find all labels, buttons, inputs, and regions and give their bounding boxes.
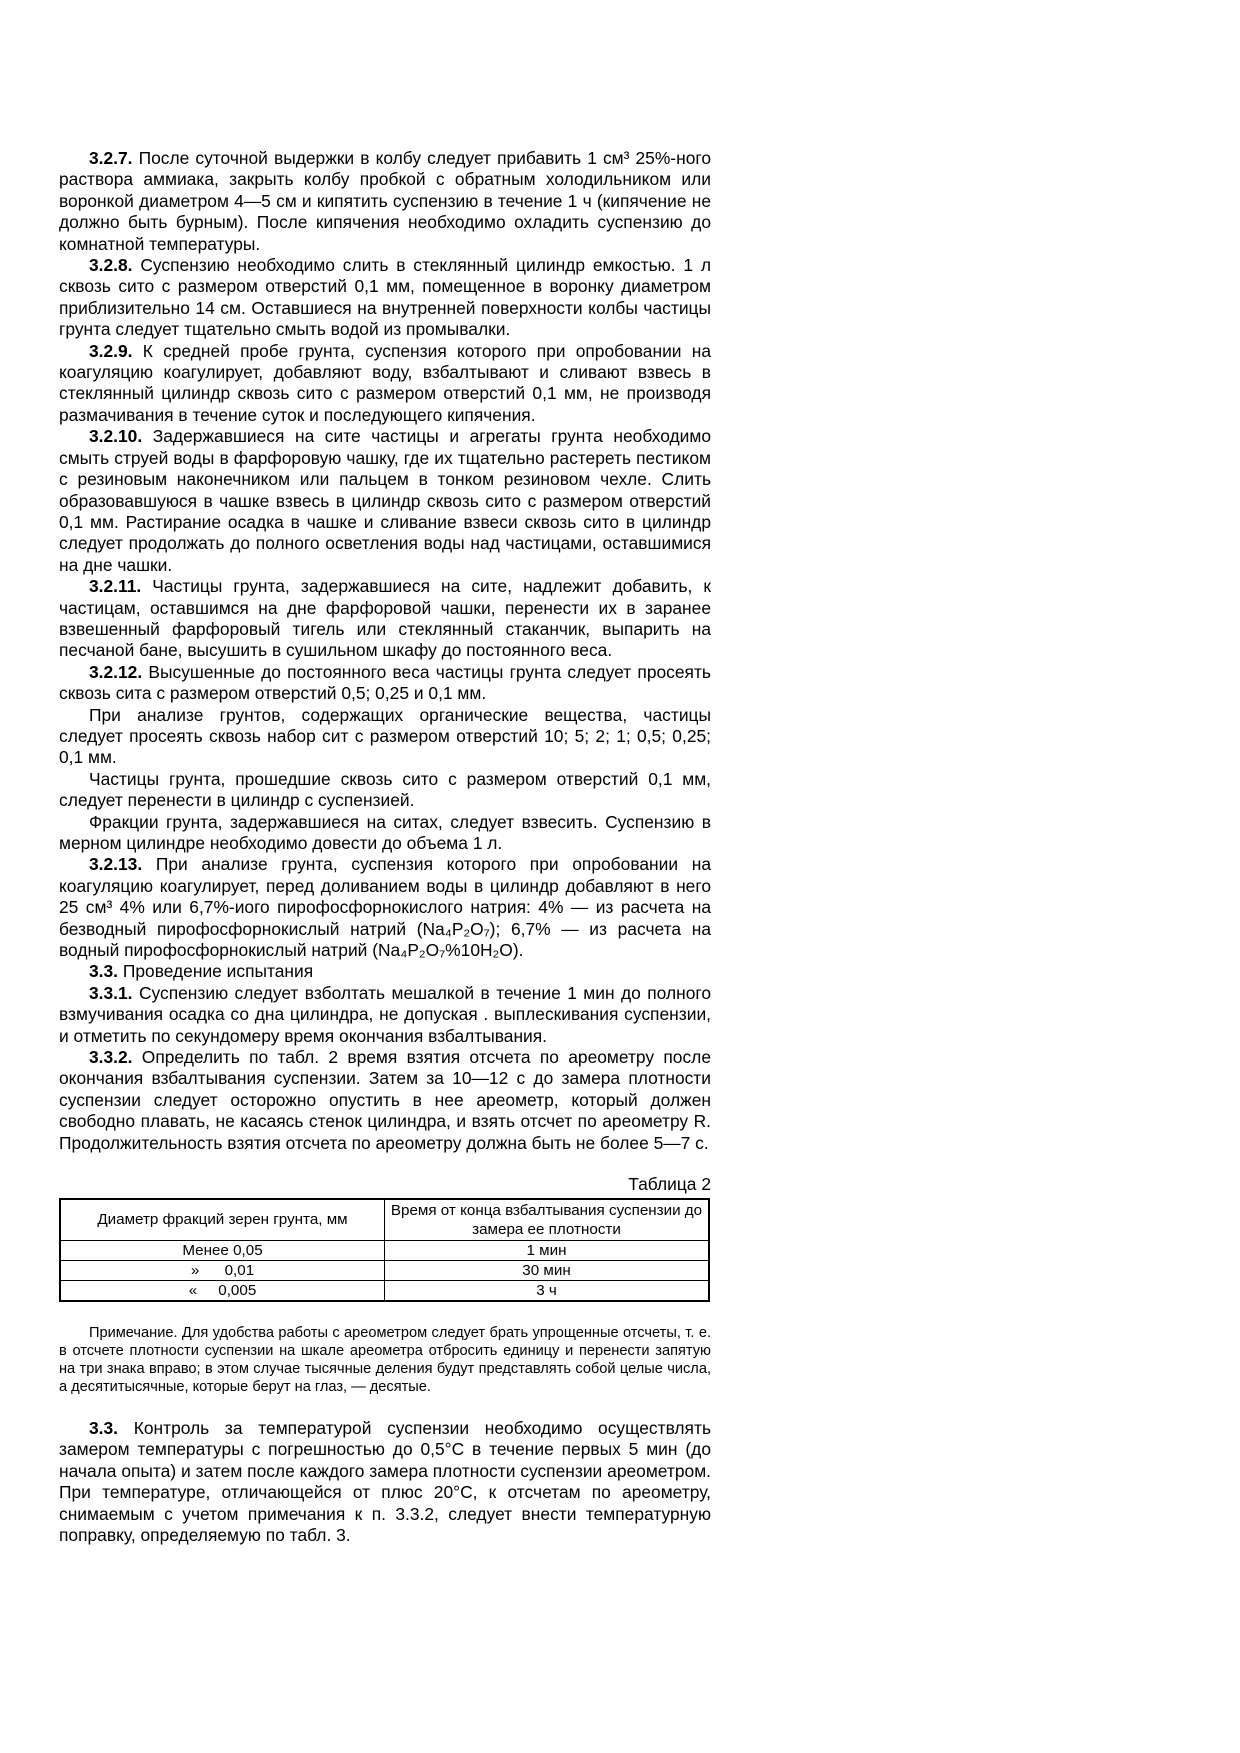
paragraph-text: При анализе грунтов, содержащих органические вещества, частицы следует просеять сквозь набор сит с размером отверстий 10; 5; 2; 1; 0,5; 0,25; 0,1 мм.: [59, 704, 711, 768]
paragraph-3-2-13: [59, 854, 711, 961]
paragraph-3-2-12: [59, 662, 711, 705]
paragraph-3-3-2: [59, 1047, 711, 1154]
table-row: [60, 1280, 709, 1301]
table-cell: 30 мин: [385, 1260, 710, 1280]
paragraph-number: 3.3.1.: [89, 982, 133, 1003]
paragraph-text: Проведение испытания: [118, 961, 314, 982]
header-text: Диаметр фракций зерен грунта, мм: [97, 1211, 348, 1228]
paragraph-3-3-final: [59, 1418, 711, 1546]
section-heading-3-3: [59, 961, 711, 982]
paragraph-number: 3.2.10.: [89, 426, 143, 447]
table-cell: » 0,01: [60, 1260, 385, 1280]
paragraph-number: 3.2.12.: [89, 661, 143, 682]
paragraph-sieved-particles: [59, 769, 711, 812]
paragraph-organic-soils: [59, 705, 711, 769]
paragraph-text: При анализе грунта, суспензия которого при опробовании на коагуляцию коагулирует, перед доливанием воды в цилиндр добавляют в него 25 см³ 4% или 6,7%-иого пирофосфорнокислого натрия: 4% — из расчета на безводный пирофосфорнокислый натрий (Na₄P₂O₇); 6,7% — из расчета на водный пирофосфорнокислый натрий (Na₄P₂O₇%10H₂O).: [59, 854, 711, 961]
paragraph-number: 3.2.13.: [89, 854, 143, 875]
paragraph-3-2-10: [59, 426, 711, 576]
table-cell: 3 ч: [385, 1280, 710, 1301]
paragraph-number: 3.2.7.: [89, 148, 133, 168]
table-header-cell: [385, 1199, 710, 1241]
paragraph-fractions: [59, 812, 711, 855]
paragraph-text: Высушенные до постоянного веса частицы грунта следует просеять сквозь сита с размером отверстий 0,5; 0,25 и 0,1 мм.: [59, 661, 711, 704]
paragraph-number: 3.2.8.: [89, 255, 133, 276]
table-caption: Таблица 2: [628, 1174, 711, 1195]
table-row: [60, 1260, 709, 1280]
paragraph-text: Частицы грунта, задержавшиеся на сите, надлежит добавить, к частицам, оставшимся на дне фарфоровой чашки, перенести их в заранее взвешенный фарфоровый тигель или стеклянный стаканчик, выпарить на песчаной бане, высушить в сушильном шкафу до постоянного веса.: [59, 576, 711, 661]
paragraph-text: Фракции грунта, задержавшиеся на ситах, следует взвесить. Суспензию в мерном цилиндре необходимо довести до объема 1 л.: [59, 811, 711, 853]
paragraph-number: 3.2.9.: [89, 340, 133, 361]
paragraph-3-3-1: [59, 983, 711, 1047]
paragraph-text: Задержавшиеся на сите частицы и агрегаты грунта необходимо смыть струей воды в фарфоровую чашку, где их тщательно растереть пестиком с резиновым наконечником или пальцем в тонком резиновом чехле. Слить образовавшуюся в чашке взвесь в цилиндр сквозь сито с размером отверстий 0,1 мм. Растирание осадка в чашке и сливание взвеси сквозь сито в цилиндр следует продолжать до полного осветления воды над частицами, оставшимися на дне чашки.: [59, 426, 711, 575]
table-note: Примечание. Для удобства работы с ареометром следует брать упрощенные отсчеты, т. е. в отсчете плотности суспензии на шкале ареометра отбросить единицу и перенести запятую на три знака вправо; в этом случае тысячные деления будут представлять собой целые числа, а десятитысячные, которые берут на глаз, — десятые.: [59, 1324, 711, 1395]
paragraph-number: 3.3.: [89, 961, 119, 982]
paragraph-text: Определить по табл. 2 время взятия отсчета по ареометру после окончания взбалтывания суспензии. Затем за 10—12 с до замера плотности суспензии следует осторожно опустить в нее ареометр, который должен свободно плавать, не касаясь стенок цилиндра, и взять отсчет по ареометру R. Продолжительность взятия отсчета по ареометру должна быть не более 5—7 с.: [59, 1047, 711, 1153]
paragraph-3-2-8: [59, 255, 711, 341]
table-2: [59, 1198, 710, 1302]
paragraph-text: Контроль за температурой суспензии необходимо осуществлять замером температуры с погрешностью до 0,5°С в течение первых 5 мин (до начала опыта) и затем после каждого замера плотности суспензии ареометром. При температуре, отличающейся от плюс 20°С, к отсчетам по ареометру, снимаемым с учетом примечания к п. 3.3.2, следует внести температурную поправку, определяемую по табл. 3.: [59, 1417, 711, 1545]
table-header-row: [60, 1199, 709, 1241]
paragraph-number: 3.3.: [89, 1417, 119, 1438]
paragraph-3-2-7: [59, 148, 711, 255]
table-header-cell: [60, 1199, 385, 1241]
header-text: Время от конца взбалтывания суспензии до замера ее плотности: [390, 1201, 703, 1238]
paragraph-3-2-11: [59, 576, 711, 662]
document-page: [59, 148, 711, 1546]
paragraph-3-2-9: [59, 341, 711, 427]
paragraph-number: 3.2.11.: [89, 576, 142, 597]
paragraph-text: Частицы грунта, прошедшие сквозь сито с размером отверстий 0,1 мм, следует перенести в цилиндр с суспензией.: [59, 768, 711, 811]
table-cell: « 0,005: [60, 1280, 385, 1301]
table-cell: 1 мин: [385, 1240, 710, 1260]
paragraph-text: К средней пробе грунта, суспензия которого при опробовании на коагуляцию коагулирует, добавляют воду, взбалтывают и сливают взвесь в стеклянный цилиндр сквозь сито с размером отверстий 0,1 мм, не производя размачивания в течение суток и последующего кипячения.: [59, 340, 711, 425]
paragraph-text: После суточной выдержки в колбу следует прибавить 1 см³ 25%-ного раствора аммиака, закрыть колбу пробкой с обратным холодильником или воронкой диаметром 4—5 см и кипятить суспензию в течение 1 ч (кипячение не должно быть бурным). После кипячения необходимо охладить суспензию до комнатной температуры.: [59, 148, 711, 254]
paragraph-number: 3.3.2.: [89, 1047, 133, 1068]
table-cell: Менее 0,05: [60, 1240, 385, 1260]
paragraph-text: Суспензию необходимо слить в стеклянный цилиндр емкостью. 1 л сквозь сито с размером отверстий 0,1 мм, помещенное в воронку диаметром приблизительно 14 см. Оставшиеся на внутренней поверхности колбы частицы грунта следует тщательно смыть водой из промывалки.: [59, 255, 711, 340]
paragraph-text: Суспензию следует взболтать мешалкой в течение 1 мин до полного взмучивания осадка со дна цилиндра, не допуская . выплескивания суспензии, и отметить по секундомеру время окончания взбалтывания.: [59, 982, 711, 1046]
table-row: [60, 1240, 709, 1260]
